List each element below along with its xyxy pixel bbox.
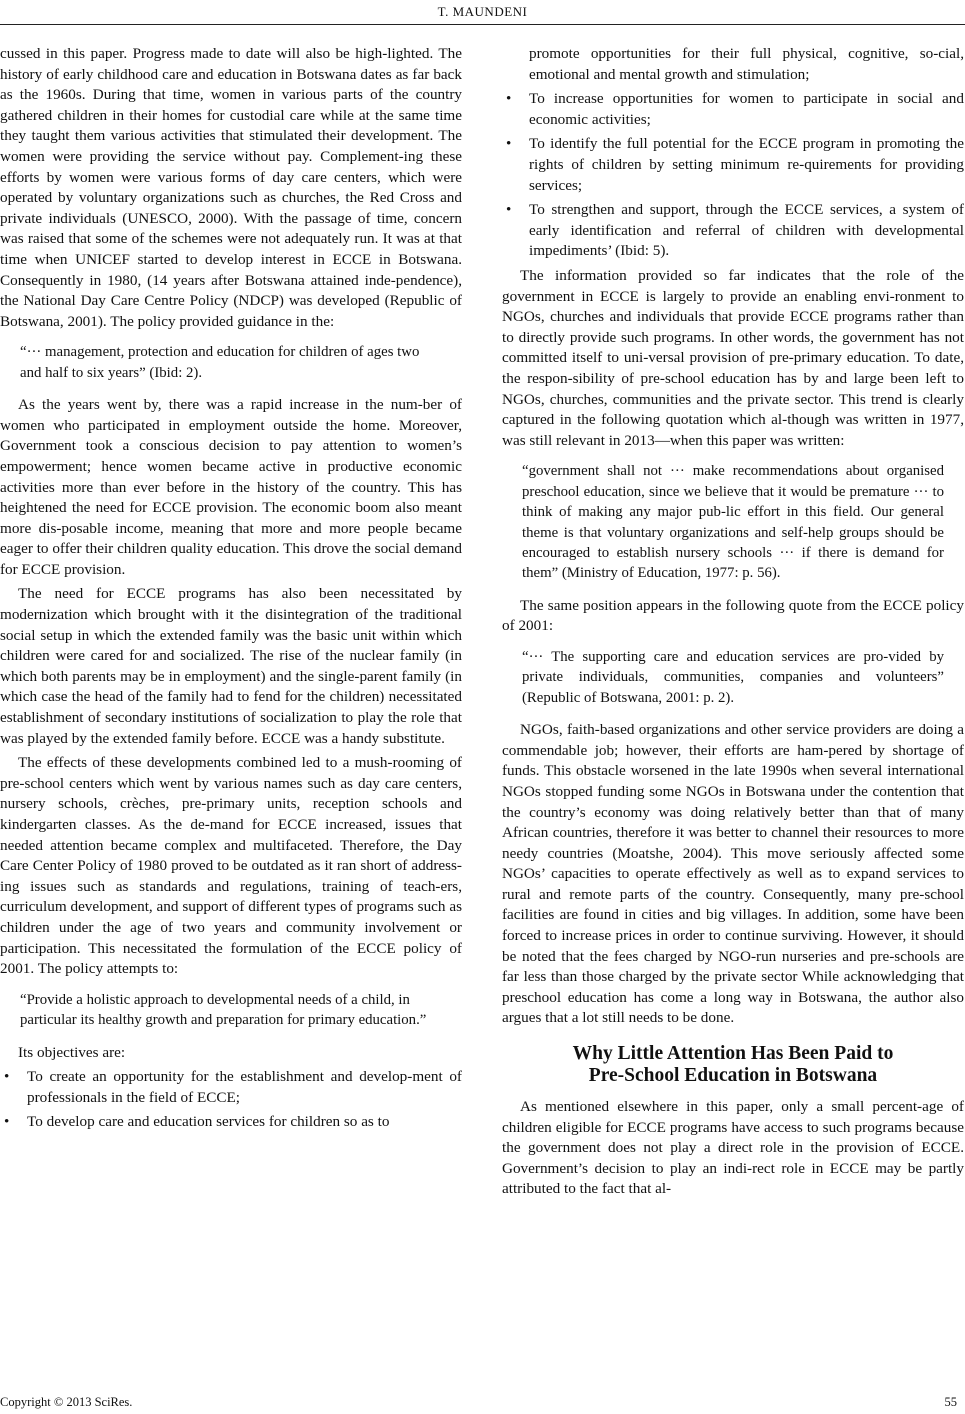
bullet-icon: •	[4, 1068, 10, 1086]
left-quote-2: “Provide a holistic approach to developmental needs of a child, in particular its healthy growth and preparation for primary education.”	[20, 991, 427, 1029]
page-number: 55	[944, 1395, 957, 1409]
list-item	[502, 89, 964, 130]
list-item	[502, 134, 964, 196]
list-item-text: To increase opportunities for women to participate in social and economic activities;	[529, 90, 964, 128]
list-item	[0, 1112, 462, 1133]
left-paragraph-4: The effects of these developments combined led to a mush-rooming of pre-school centers which went by various names such as day care centers, nursery schools, crèches, pre-primary units, reception schools and kindergarten classes. As the de-mand for ECCE increased, issues that needed attention became complex and multifaceted. Therefore, the Day Care Center Policy of 1980 proved to be outdated as it ran short of address-ing issues such as standards and regulations, training of teach-ers, curriculum development, and support of different types of programs such as children under the age of two years and community involvement or participation. This necessitated the formulation of the ECCE policy of 2001. The policy attempts to:	[0, 754, 462, 978]
list-item-continuation	[502, 44, 964, 85]
running-head: T. MAUNDENI	[437, 4, 528, 19]
section-heading-line-2: Pre-School Education in Botswana	[588, 1065, 878, 1087]
right-quote-1: “government shall not ··· make recommendations about organised preschool education, since we believe that it would be premature ··· to think of making any major pub-lic effort in this field. Our general theme is that voluntary organizations and self-help groups should be encouraged to establish nursery schools ··· if there is demand for them” (Ministry of Education, 1977: p. 56).	[522, 463, 944, 582]
bullet-icon: •	[506, 135, 512, 153]
list-item-text: To identify the full potential for the ECCE program in promoting the rights of children by setting minimum re-quirements for providing services;	[529, 135, 964, 194]
bullet-icon: •	[506, 201, 512, 219]
right-paragraph-3: NGOs, faith-based organizations and other service providers are doing a commendable job; however, their efforts are ham-pered by shortage of funds. This obstacle worsened in the late 1990s when several international NGOs stopped funding some NGOs in Botswana under the contention that the country’s economy was doing relatively better than that of many African countries, therefore it was better to channel their resources to more needy countries (Moatshe, 2004). This move seriously affected some NGOs’ capacities to operate effectively as well as to expand services to rural and remote parts of the country. Consequently, many pre-school facilities are found in cities and big villages. In addition, some have been forced to increase prices in order to continue surviving. However, it should be noted that the fees charged by NGO-run nurseries and pre-schools are far less than those charged by the private sector While acknowledging that preschool education has come a long way in Botswana, the author also argues that a lot still needs to be done.	[502, 721, 964, 1027]
right-paragraph-2: The same position appears in the following quote from the ECCE policy of 2001:	[502, 596, 964, 635]
list-item	[502, 200, 964, 262]
objectives-list-right	[502, 44, 964, 262]
right-paragraph-1: The information provided so far indicates that the role of the government in ECCE is largely to provide an enabling envi-ronment to NGOs, churches and individuals that provide ECCE programs rather than to directly provide such programs. In other words, the government has not committed itself to uni-versal provision of pre-primary education. To date, the respon-sibility of pre-school education has by and large been left to NGOs, churches, communities and the private sector. This trend is clearly captured in the following quotation which al-though was written in 1977, was still relevant in 2013—when this paper was written:	[502, 266, 964, 449]
bullet-icon: •	[4, 1113, 10, 1131]
right-paragraph-4: As mentioned elsewhere in this paper, only a small percent-age of children eligible for ECCE programs have access to such programs because the government does not play a direct role in the provision of ECCE. Government’s decision to play an indi-rect role in ECCE may be partly attributed to the fact that al-	[502, 1098, 964, 1198]
list-item	[0, 1067, 462, 1108]
left-paragraph-3: The need for ECCE programs has also been necessitated by modernization which brought with it the disintegration of the traditional social setup in which the extended family was the basic unit within which children were cared for and socialized. The rise of the nuclear family (in which both parents may be in employment) and the single-parent family (in which case the head of the family had to fend for the children) necessitated establishment of secondary institutions of socialization to play the role that was played by the extended family before. ECCE was a handy substitute.	[0, 585, 462, 747]
list-item-text: To develop care and education services for children so as to	[27, 1113, 390, 1131]
right-column	[502, 44, 964, 1204]
bullet-icon: •	[506, 90, 512, 108]
left-quote-1: “··· management, protection and education for children of ages two and half to six years” (Ibid: 2).	[20, 344, 420, 381]
section-heading-line-1: Why Little Attention Has Been Paid to	[572, 1043, 894, 1065]
list-item-text: promote opportunities for their full physical, cognitive, so-cial, emotional and mental growth and stimulation;	[529, 45, 964, 83]
section-heading	[502, 1043, 964, 1087]
left-paragraph-1: cussed in this paper. Progress made to date will also be high-lighted. The history of early childhood care and education in Botswana dates as far back as the 1960s. During that time, women in various parts of the country gathered children in their homes for custodial care while at the same time they taught them various activities that stimulated their development. The women were providing the service without pay. Complement-ing these efforts by women were various forms of day care centers, which were operated by voluntary organizations such as churches, the Red Cross and private individuals (UNESCO, 2000). With the passage of time, concern was raised that some of the schemes were not adequately run. It was at that time when UNICEF started to develop interest in ECCE in Botswana. Consequently in 1980, (14 years after Botswana attained inde-pendence), the National Day Care Centre Policy (NDCP) was developed (Republic of Botswana, 2001). The policy provided guidance in the:	[0, 45, 462, 330]
objectives-intro: Its objectives are:	[18, 1043, 126, 1061]
objectives-list-left	[0, 1067, 462, 1133]
right-quote-2: “··· The supporting care and education services are pro-vided by private individuals, communities, companies and volunteers” (Republic of Botswana, 2001: p. 2).	[522, 648, 944, 706]
header-rule	[0, 24, 965, 25]
list-item-text: To create an opportunity for the establishment and develop-ment of professionals in the field of ECCE;	[27, 1068, 462, 1106]
copyright-footer: Copyright © 2013 SciRes.	[0, 1395, 133, 1409]
left-column	[0, 44, 462, 1137]
left-paragraph-2: As the years went by, there was a rapid increase in the num-ber of women who participated in employment outside the home. Moreover, Government took a conscious decision to pay attention to women’s empowerment; hence women became active in productive economic activities more than ever before in the history of the country. This has heightened the need for ECCE provision. The economic boom also meant more dis-posable income, meaning that more and more people became eager to offer their children quality education. This drove the social demand for ECCE provision.	[0, 396, 462, 578]
list-item-text: To strengthen and support, through the ECCE services, a system of early identification and referral of children with developmental impediments’ (Ibid: 5).	[529, 201, 964, 260]
